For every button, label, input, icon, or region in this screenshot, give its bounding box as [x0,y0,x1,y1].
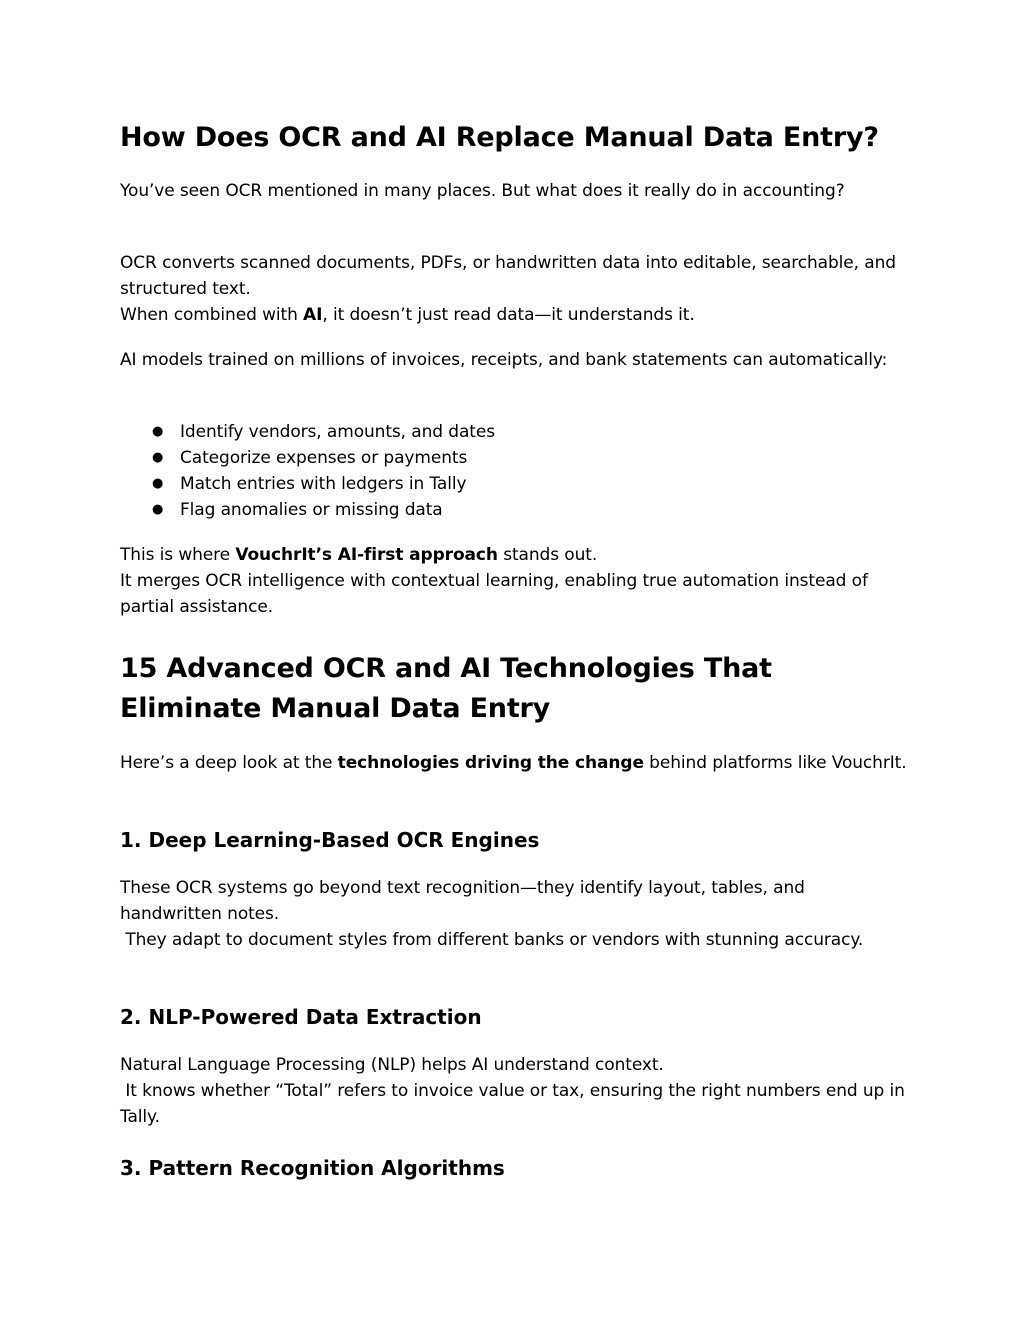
capability-list [120,419,910,523]
item-3-title: 3. Pattern Recognition Algorithms [120,1156,505,1180]
section-2-intro [120,750,910,776]
item-2-line-2: It knows whether “Total” refers to invoice value or tax, ensuring the right numbers end up in Tally. [120,1081,911,1127]
intro-paragraph-4-pre: This is where [120,545,236,565]
item-1-body [120,875,910,953]
item-1-line-2: They adapt to document styles from different banks or vendors with stunning accuracy. [120,930,864,950]
page-title: How Does OCR and AI Replace Manual Data Entry? [120,122,879,153]
list-item [120,497,910,523]
intro-paragraph-4-line-2: It merges OCR intelligence with contextual learning, enabling true automation instead of partial assistance. [120,571,868,617]
item-2-line-1: Natural Language Processing (NLP) helps AI understand context. [120,1055,664,1075]
list-item [120,471,910,497]
item-2-title: 2. NLP-Powered Data Extraction [120,1005,482,1029]
bullet-icon: ● [152,450,164,465]
list-item-text: Flag anomalies or missing data [180,500,443,520]
section-2-intro-bold: technologies driving the change [337,753,644,773]
list-item-text: Identify vendors, amounts, and dates [180,422,495,442]
intro-paragraph-1: You’ve seen OCR mentioned in many places. But what does it really do in accounting? [120,181,845,201]
item-2-body [120,1052,910,1130]
list-item [120,445,910,471]
list-item-text: Match entries with ledgers in Tally [180,474,467,494]
intro-paragraph-4 [120,542,910,620]
item-1-line-1: These OCR systems go beyond text recognition—they identify layout, tables, and handwritten notes. [120,878,805,924]
section-2-title: 15 Advanced OCR and AI Technologies That Eliminate Manual Data Entry [120,653,772,724]
intro-paragraph-4-bold: VouchrIt’s AI-first approach [235,545,498,565]
bullet-icon: ● [152,424,164,439]
intro-paragraph-2-post: , it doesn’t just read data—it understands it. [322,305,695,325]
intro-paragraph-4-post: stands out. [497,545,598,565]
item-1-title: 1. Deep Learning-Based OCR Engines [120,828,540,852]
list-item [120,419,910,445]
intro-paragraph-2-line-1: OCR converts scanned documents, PDFs, or handwritten data into editable, searchable, and structured text. [120,253,896,299]
intro-paragraph-3: AI models trained on millions of invoices, receipts, and bank statements can automatically: [120,350,888,370]
list-item-text: Categorize expenses or payments [180,448,468,468]
section-2-intro-post: behind platforms like VouchrIt. [643,753,907,773]
intro-paragraph-2-bold: AI [303,305,323,325]
intro-paragraph-2-pre: When combined with [120,305,304,325]
bullet-icon: ● [152,502,164,517]
bullet-icon: ● [152,476,164,491]
intro-paragraph-2 [120,250,910,328]
section-2-intro-pre: Here’s a deep look at the [120,753,338,773]
